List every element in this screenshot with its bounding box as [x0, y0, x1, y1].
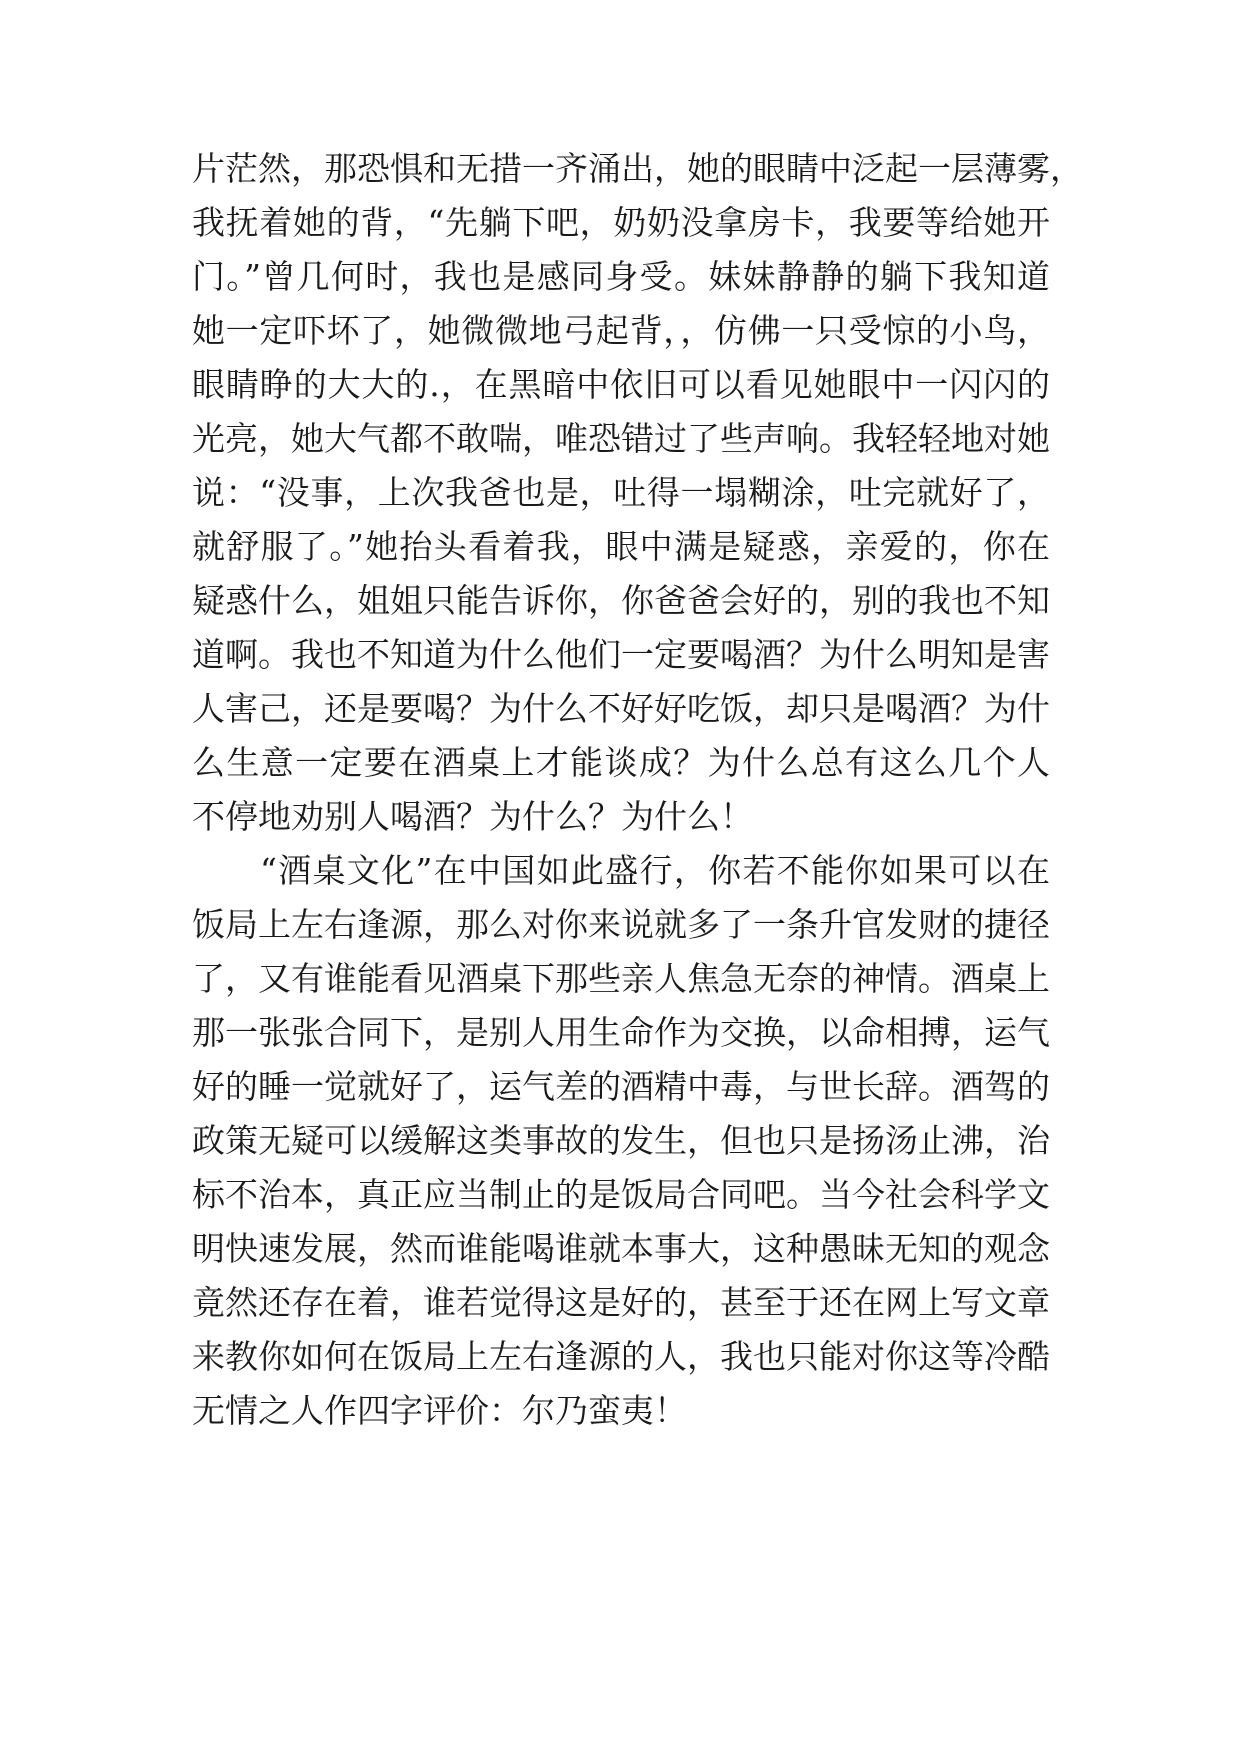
text-line: 好的睡一觉就好了，运气差的酒精中毒，与世长辞。酒驾的	[192, 1067, 1050, 1106]
text-line: 竟然还存在着，谁若觉得这是好的，甚至于还在网上写文章	[192, 1283, 1050, 1322]
text-line: 饭局上左右逢源，那么对你来说就多了一条升官发财的捷径	[192, 905, 1050, 944]
document-body	[192, 142, 1083, 1438]
text-line: 来教你如何在饭局上左右逢源的人，我也只能对你这等冷酷	[192, 1337, 1050, 1376]
paragraph-2	[192, 844, 1050, 1438]
text-line: 疑惑什么，姐姐只能告诉你，你爸爸会好的，别的我也不知	[192, 581, 1050, 620]
text-line: 人害己，还是要喝？为什么不好好吃饭，却只是喝酒？为什	[192, 689, 1050, 728]
text-line: 明快速发展，然而谁能喝谁就本事大，这种愚昧无知的观念	[192, 1229, 1050, 1268]
paragraph-1	[192, 142, 1083, 844]
text-line: 么生意一定要在酒桌上才能谈成？为什么总有这么几个人	[192, 743, 1050, 782]
text-line: 说：“没事，上次我爸也是，吐得一塌糊涂，吐完就好了，	[192, 473, 1050, 512]
text-line: 了，又有谁能看见酒桌下那些亲人焦急无奈的神情。酒桌上	[192, 959, 1050, 998]
text-line: 那一张张合同下，是别人用生命作为交换，以命相搏，运气	[192, 1013, 1050, 1052]
text-line: 道啊。我也不知道为什么他们一定要喝酒？为什么明知是害	[192, 635, 1050, 674]
text-line: 眼睛睁的大大的.，在黑暗中依旧可以看见她眼中一闪闪的	[192, 365, 1050, 404]
text-line: 就舒服了。”她抬头看着我，眼中满是疑惑，亲爱的，你在	[192, 527, 1050, 566]
text-line: 不停地劝别人喝酒？为什么？为什么！	[192, 797, 753, 836]
text-line: 无情之人作四字评价：尔乃蛮夷！	[192, 1391, 687, 1430]
text-line: 门。”曾几何时，我也是感同身受。妹妹静静的躺下我知道	[192, 257, 1050, 296]
text-line: 我抚着她的背，“先躺下吧，奶奶没拿房卡，我要等给她开	[192, 203, 1050, 242]
text-line: 片茫然，那恐惧和无措一齐涌出，她的眼睛中泛起一层薄雾，	[192, 149, 1083, 188]
text-line: “酒桌文化”在中国如此盛行，你若不能你如果可以在	[260, 851, 1050, 890]
text-line: 政策无疑可以缓解这类事故的发生，但也只是扬汤止沸，治	[192, 1121, 1050, 1160]
text-line: 光亮，她大气都不敢喘，唯恐错过了些声响。我轻轻地对她	[192, 419, 1050, 458]
text-line: 标不治本，真正应当制止的是饭局合同吧。当今社会科学文	[192, 1175, 1050, 1214]
text-line: 她一定吓坏了，她微微地弓起背，，仿佛一只受惊的小鸟，	[192, 311, 1050, 350]
